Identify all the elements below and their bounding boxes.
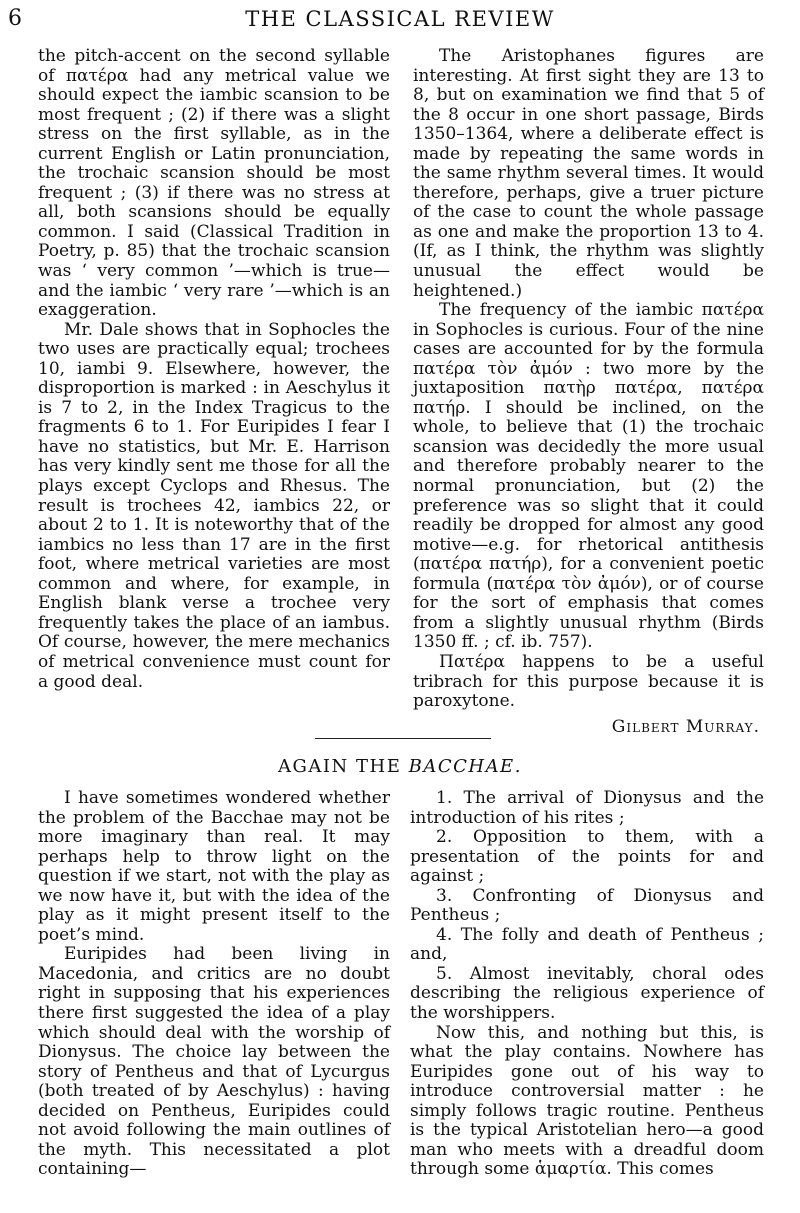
previous-article-left-column — [38, 47, 390, 692]
paragraph: Πατέρα happens to be a useful tribrach for this purpose because it is paroxytone. — [413, 651, 764, 712]
previous-article-right-column — [413, 47, 764, 737]
article-right-column — [410, 789, 764, 1180]
article-title-prefix: AGAIN THE — [278, 756, 402, 777]
paragraph: Now this, and nothing but this, is what the play contains. Nowhere has Euripides gone out of his way to introduce controversial matter : he simply follows tragic routine. Pentheus is the typical Aristotelian hero—a good man who meets with a dreadful doom through some ἁμαρτία. This comes — [410, 1022, 764, 1180]
article-title — [0, 756, 800, 777]
list-item: 3. Confronting of Dionysus and Pentheus ; — [410, 885, 764, 926]
paragraph: I have sometimes wondered whether the problem of the Bacchae may not be more imaginary than real. It may perhaps help to throw light on the question if we start, not with the play as we now have it, but with the idea of the play as it might present itself to the poet’s mind. — [38, 788, 390, 945]
list-item: 4. The folly and death of Pentheus ; and, — [410, 924, 764, 965]
journal-title: THE CLASSICAL REVIEW — [245, 7, 555, 31]
list-item: 2. Opposition to them, with a presentation of the points for and against ; — [410, 827, 764, 887]
paragraph: the pitch-accent on the second syllable of πατέρα had any metrical value we should expect the iambic scansion to be most frequent ; (2) if there was a slight stress on the first syllable, as in the current English or Latin pronunciation, the trochaic scansion should be most frequent ; (3) if there was no stress at all, both scansions should be equally common. I said (Classical Tradition in Poetry, p. 85) that the trochaic scansion was ‘ very common ’—which is true—and the iambic ‘ very rare ’—which is an exaggeration. — [38, 46, 390, 321]
page-number: 6 — [8, 6, 22, 31]
list-item: 5. Almost inevitably, choral odes describing the religious experience of the worshippers. — [410, 963, 764, 1024]
author-signature: Gilbert Murray. — [611, 716, 760, 737]
paragraph: Euripides had been living in Macedonia, and critics are no doubt right in supposing that his experiences there first suggested the idea of a play which should deal with the worship of Dionysus. The choice lay between the story of Pentheus and that of Lycurgus (both treated of by Aeschylus) : having decided on Pentheus, Euripides could not avoid following the main outlines of the myth. This necessitated a plot containing— — [38, 944, 390, 1180]
section-divider — [315, 738, 491, 739]
running-head — [0, 6, 800, 36]
article-left-column — [38, 789, 390, 1180]
paragraph: The frequency of the iambic πατέρα in Sophocles is curious. Four of the nine cases are accounted for by the formula πατέρα τὸν ἀμόν : two more by the juxtaposition πατὴρ πατέρα, πατέρα πατήρ. I should be inclined, on the whole, to believe that (1) the trochaic scansion was decidedly the more usual and therefore probably nearer to the normal pronunciation, but (2) the preference was so slight that it could readily be dropped for almost any good motive—e.g. for rhetorical antithesis (πατέρα πατήρ), for a convenient poetic formula (πατέρα τὸν ἀμόν), or of course for the sort of emphasis that comes from a slightly unusual rhythm (Birds 1350 ff. ; cf. ib. 757). — [413, 300, 764, 653]
paragraph: Mr. Dale shows that in Sophocles the two uses are practically equal; trochees 10, iambi 9. Elsewhere, however, the disproportion is marked : in Aeschylus it is 7 to 2, in the Index Tragicus to the fragments 6 to 1. For Euripides I fear I have no statistics, but Mr. E. Harrison has very kindly sent me those for all the plays except Cyclops and Rhesus. The result is trochees 42, iambics 22, or about 2 to 1. It is noteworthy that of the iambics no less than 17 are in the first foot, where metrical varieties are most common and where, for example, in English blank verse a trochee very frequently takes the place of an iambus. Of course, however, the mere mechanics of metrical convenience must count for a good deal. — [38, 319, 390, 692]
paragraph: The Aristophanes figures are interesting. At first sight they are 13 to 8, but on examination we find that 5 of the 8 occur in one short passage, Birds 1350–1364, where a deliberate effect is made by repeating the same words in the same rhythm several times. It would therefore, perhaps, give a truer picture of the case to count the whole passage as one and make the proportion 13 to 4. (If, as I think, the rhythm was slightly unusual the effect would be heightened.) — [413, 46, 764, 301]
article-title-italic: BACCHAE. — [408, 756, 522, 777]
list-item: 1. The arrival of Dionysus and the introduction of his rites ; — [410, 788, 764, 828]
